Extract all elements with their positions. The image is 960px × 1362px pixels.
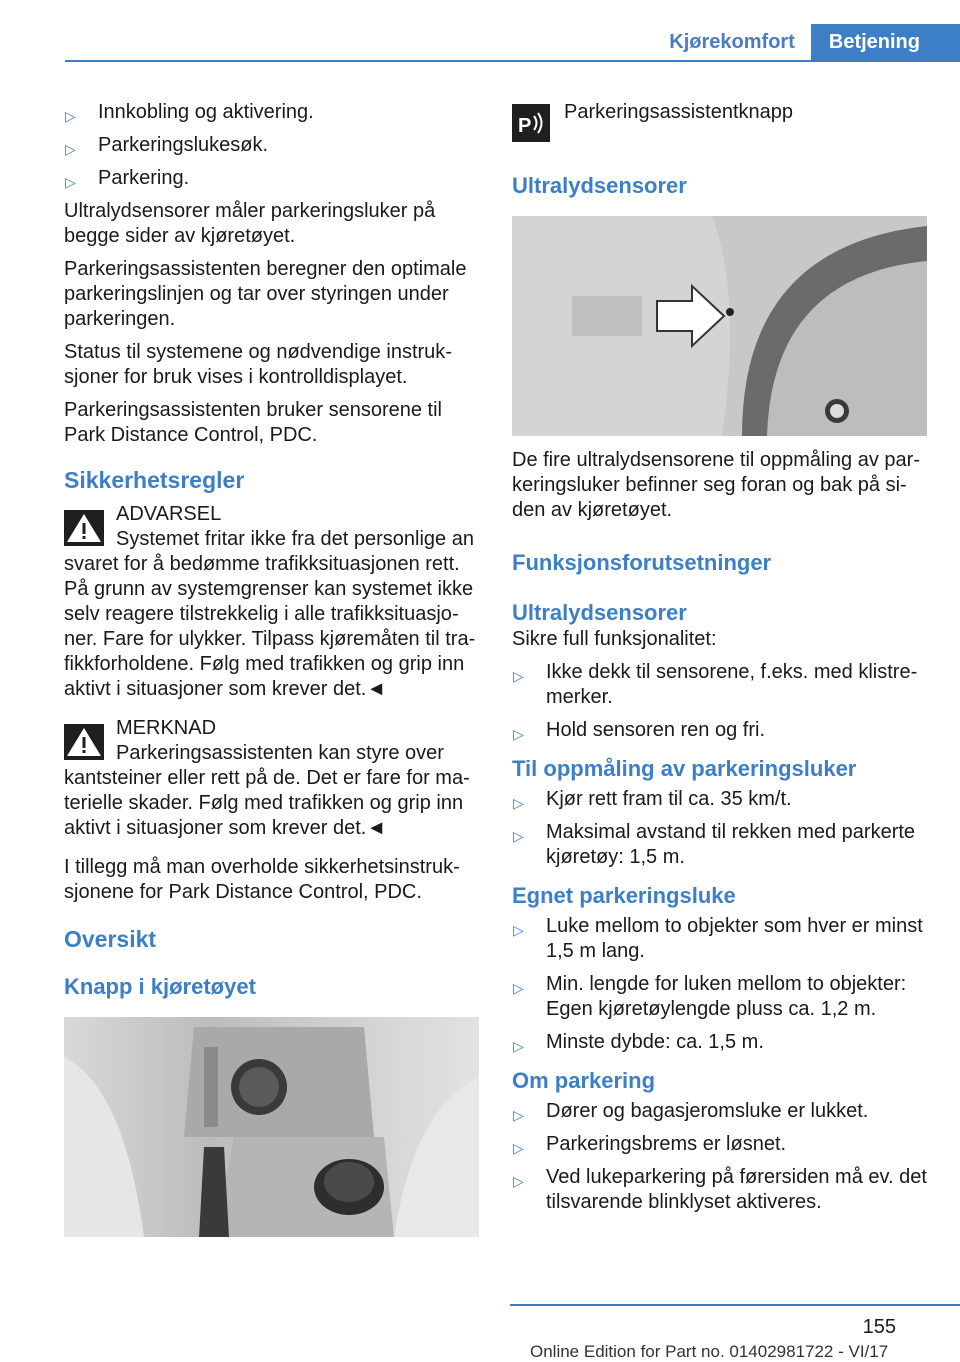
list-item: ▷ Maksimal avstand til rekken med parkerte kjøretøy: 1,5 m.	[513, 821, 916, 868]
paragraph: I tillegg må man overholde sikkerhetsinstruksjonene for Park Distance Control, PDC.	[64, 856, 460, 903]
heading-measuring: Til oppmåling av parkeringsluker	[512, 756, 857, 781]
triangle-right-icon: ▷	[513, 726, 524, 742]
triangle-right-icon: ▷	[513, 980, 524, 996]
triangle-right-icon: ▷	[513, 828, 524, 844]
triangle-right-icon: ▷	[513, 1107, 524, 1123]
footer-rule	[510, 1304, 960, 1306]
triangle-right-icon: ▷	[65, 141, 76, 157]
sensor-caption: De fire ultralydsensorene til oppmåling av parkeringsluker befinner seg foran og bak på siden av kjøretøyet.	[512, 449, 920, 521]
list-item: ▷ Min. lengde for luken mellom to objekter: Egen kjøretøylengde pluss ca. 1,2 m.	[513, 973, 907, 1020]
console-photo	[64, 1017, 479, 1237]
triangle-right-icon: ▷	[65, 108, 76, 124]
list-item: ▷ Dører og bagasjeromsluke er lukket.	[512, 1099, 930, 1124]
heading-safety: Sikkerhetsregler	[64, 467, 245, 493]
triangle-right-icon: ▷	[513, 668, 524, 684]
triangle-right-icon: ▷	[513, 1173, 524, 1189]
page-header-tabs	[653, 24, 960, 62]
list-item: ▷ Parkeringsbrems er løsnet.	[512, 1132, 930, 1157]
paragraph: Parkeringsassistenten beregner den optimale parkeringslinjen og tar over styringen under parkeringen.	[64, 258, 467, 330]
heading-suitable-space: Egnet parkeringsluke	[512, 883, 736, 908]
button-label: Parkeringsassistentknapp	[564, 101, 794, 123]
park-assist-icon	[512, 104, 550, 142]
warning-text: svaret for å bedømme trafikksituasjonen rett. På grunn av systemgrenser kan systemet ikke selv reagere tilstrekkelig i alle trafikksituasjoner. Fare for ulykker. Tilpass kjøremåten til trafikkforholdene. Følg med trafikken og grip inn aktivt i situasjoner som krever det.◄	[64, 553, 476, 700]
heading-about-parking: Om parkering	[512, 1068, 656, 1093]
heading-ultrasonic-sensors-2: Ultralydsensorer	[512, 600, 687, 625]
list-item: ▷ Parkering.	[64, 166, 482, 191]
heading-button-in-vehicle: Knapp i kjøretøyet	[64, 974, 256, 999]
triangle-right-icon: ▷	[513, 922, 524, 938]
notice-block	[64, 716, 482, 841]
triangle-right-icon: ▷	[65, 174, 76, 190]
notice-text-first-line: Parkeringsassistenten kan styre over	[116, 742, 444, 764]
list-item: ▷ Minste dybde: ca. 1,5 m.	[512, 1030, 930, 1055]
sensors-intro: Sikre full funksjonalitet:	[512, 628, 717, 650]
warning-triangle-icon	[64, 510, 104, 546]
triangle-right-icon: ▷	[513, 1140, 524, 1156]
list-item: ▷ Innkobling og aktivering.	[64, 100, 482, 125]
list-item: ▷ Kjør rett fram til ca. 35 km/t.	[512, 787, 930, 812]
right-column	[512, 100, 930, 1223]
page-number: 155	[862, 1316, 896, 1338]
heading-overview: Oversikt	[64, 926, 157, 952]
heading-requirements: Funksjonsforutsetninger	[512, 550, 772, 575]
paragraph: Ultralydsensorer måler parkeringsluker på begge sider av kjøretøyet.	[64, 200, 436, 247]
header-section: Kjørekomfort	[669, 31, 795, 53]
header-rule	[65, 60, 960, 62]
list-item: ▷ Luke mellom to objekter som hver er minst 1,5 m lang.	[513, 915, 923, 962]
list-item: ▷ Ikke dekk til sensorene, f.eks. med klistremerker.	[513, 661, 918, 708]
svg-text:P: P	[518, 115, 532, 137]
list-item: ▷ Parkeringslukesøk.	[64, 133, 482, 158]
warning-block	[64, 502, 482, 702]
list-item: ▷ Hold sensoren ren og fri.	[512, 718, 930, 743]
notice-text: kantsteiner eller rett på de. Det er fare for materielle skader. Følg med trafikken og grip inn aktivt i situasjoner som krever det.◄	[64, 767, 470, 839]
warning-text-first-line: Systemet fritar ikke fra det personlige an	[116, 528, 474, 550]
warning-triangle-icon	[64, 724, 104, 760]
edition-note: Online Edition for Part no. 01402981722 - VI/17	[530, 1342, 889, 1361]
paragraph: Status til systemene og nødvendige instruksjoner for bruk vises i kontrolldisplayet.	[64, 341, 452, 388]
triangle-right-icon: ▷	[513, 1038, 524, 1054]
paragraph: Parkeringsassistenten bruker sensorene til Park Distance Control, PDC.	[64, 399, 442, 446]
warning-title: ADVARSEL	[116, 503, 222, 525]
notice-title: MERKNAD	[116, 717, 217, 739]
header-chapter: Betjening	[811, 24, 960, 62]
heading-ultrasonic-sensors: Ultralydsensorer	[512, 173, 687, 198]
list-item: ▷ Ved lukeparkering på førersiden må ev. det tilsvarende blinklyset aktiveres.	[513, 1166, 927, 1213]
sensor-photo	[512, 216, 927, 436]
left-column	[64, 100, 482, 1237]
triangle-right-icon: ▷	[513, 795, 524, 811]
button-legend	[512, 100, 930, 146]
